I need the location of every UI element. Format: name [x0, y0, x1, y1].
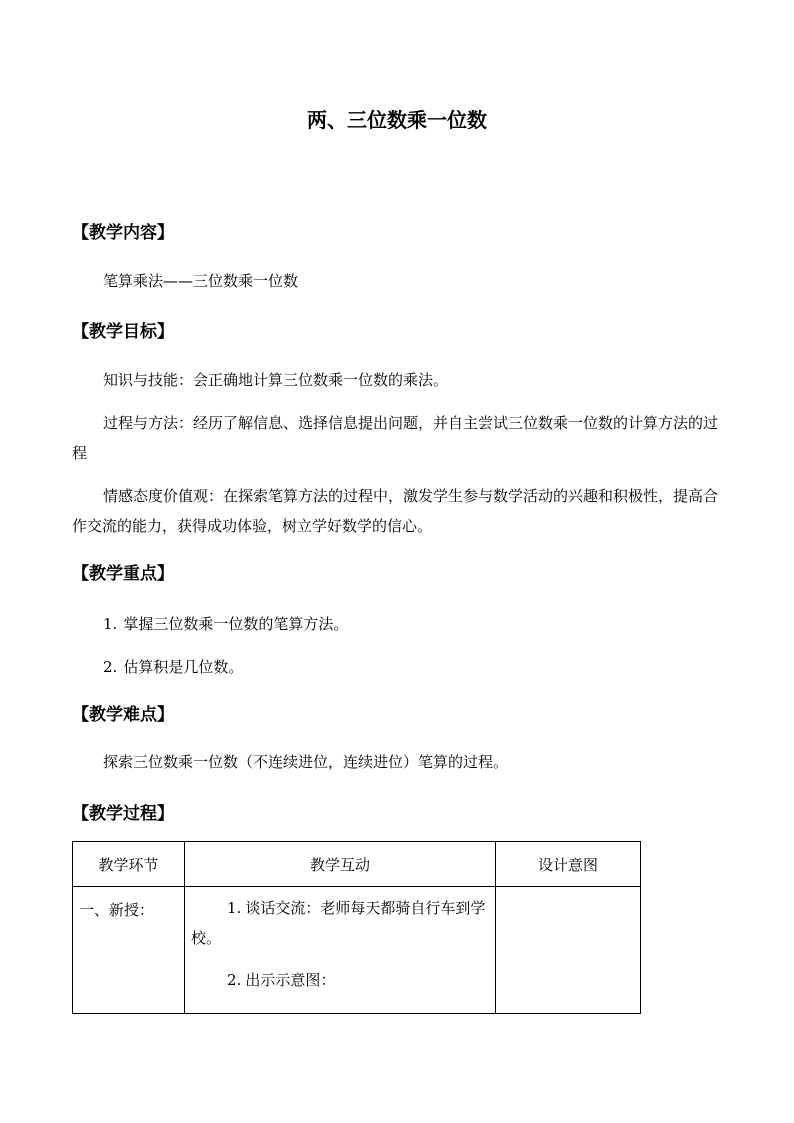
interaction-step — [191, 893, 489, 953]
column-header-stage: 教学环节 — [73, 842, 185, 887]
section-heading-key-points: 【教学重点】 — [72, 564, 174, 584]
section-heading-goals: 【教学目标】 — [72, 322, 174, 342]
step-number: 1. — [227, 899, 242, 917]
list-text: 估算积是几位数。 — [123, 658, 244, 676]
section-heading-difficulties: 【教学难点】 — [72, 705, 174, 725]
list-number: 1. — [103, 615, 118, 633]
interaction-cell — [185, 887, 496, 1014]
goal-paragraph: 知识与技能：会正确地计算三位数乘一位数的乘法。 — [103, 371, 449, 389]
key-point-item — [103, 613, 348, 634]
difficulties-text: 探索三位数乘一位数（不连续进位，连续进位）笔算的过程。 — [103, 753, 509, 771]
teaching-process-table — [72, 841, 641, 1014]
step-text: 谈话交流：老师每天都骑自行车到学校。 — [191, 899, 486, 947]
goal-paragraph: 情感态度价值观：在探索笔算方法的过程中，激发学生参与数学活动的兴趣和积极性，提高合作交流的能力，获得成功体验，树立学好数学的信心。 — [72, 487, 719, 535]
interaction-step — [191, 965, 489, 995]
table-header-row — [73, 842, 641, 887]
table-row — [73, 887, 641, 1014]
step-number: 2. — [227, 971, 242, 989]
intent-cell — [496, 887, 641, 1014]
list-number: 2. — [103, 658, 118, 676]
goal-paragraph: 过程与方法：经历了解信息、选择信息提出问题，并自主尝试三位数乘一位数的计算方法的过程 — [72, 414, 719, 462]
step-text: 出示示意图： — [245, 971, 336, 989]
stage-cell: 一、新授： — [73, 887, 185, 1014]
column-header-interaction: 教学互动 — [185, 842, 496, 887]
column-header-intent: 设计意图 — [496, 842, 641, 887]
page-title: 两、三位数乘一位数 — [307, 108, 487, 132]
list-text: 掌握三位数乘一位数的笔算方法。 — [123, 615, 349, 633]
section-heading-content: 【教学内容】 — [72, 223, 174, 243]
key-point-item — [103, 656, 243, 677]
section-heading-process: 【教学过程】 — [72, 804, 174, 824]
content-text: 笔算乘法——三位数乘一位数 — [103, 272, 299, 290]
